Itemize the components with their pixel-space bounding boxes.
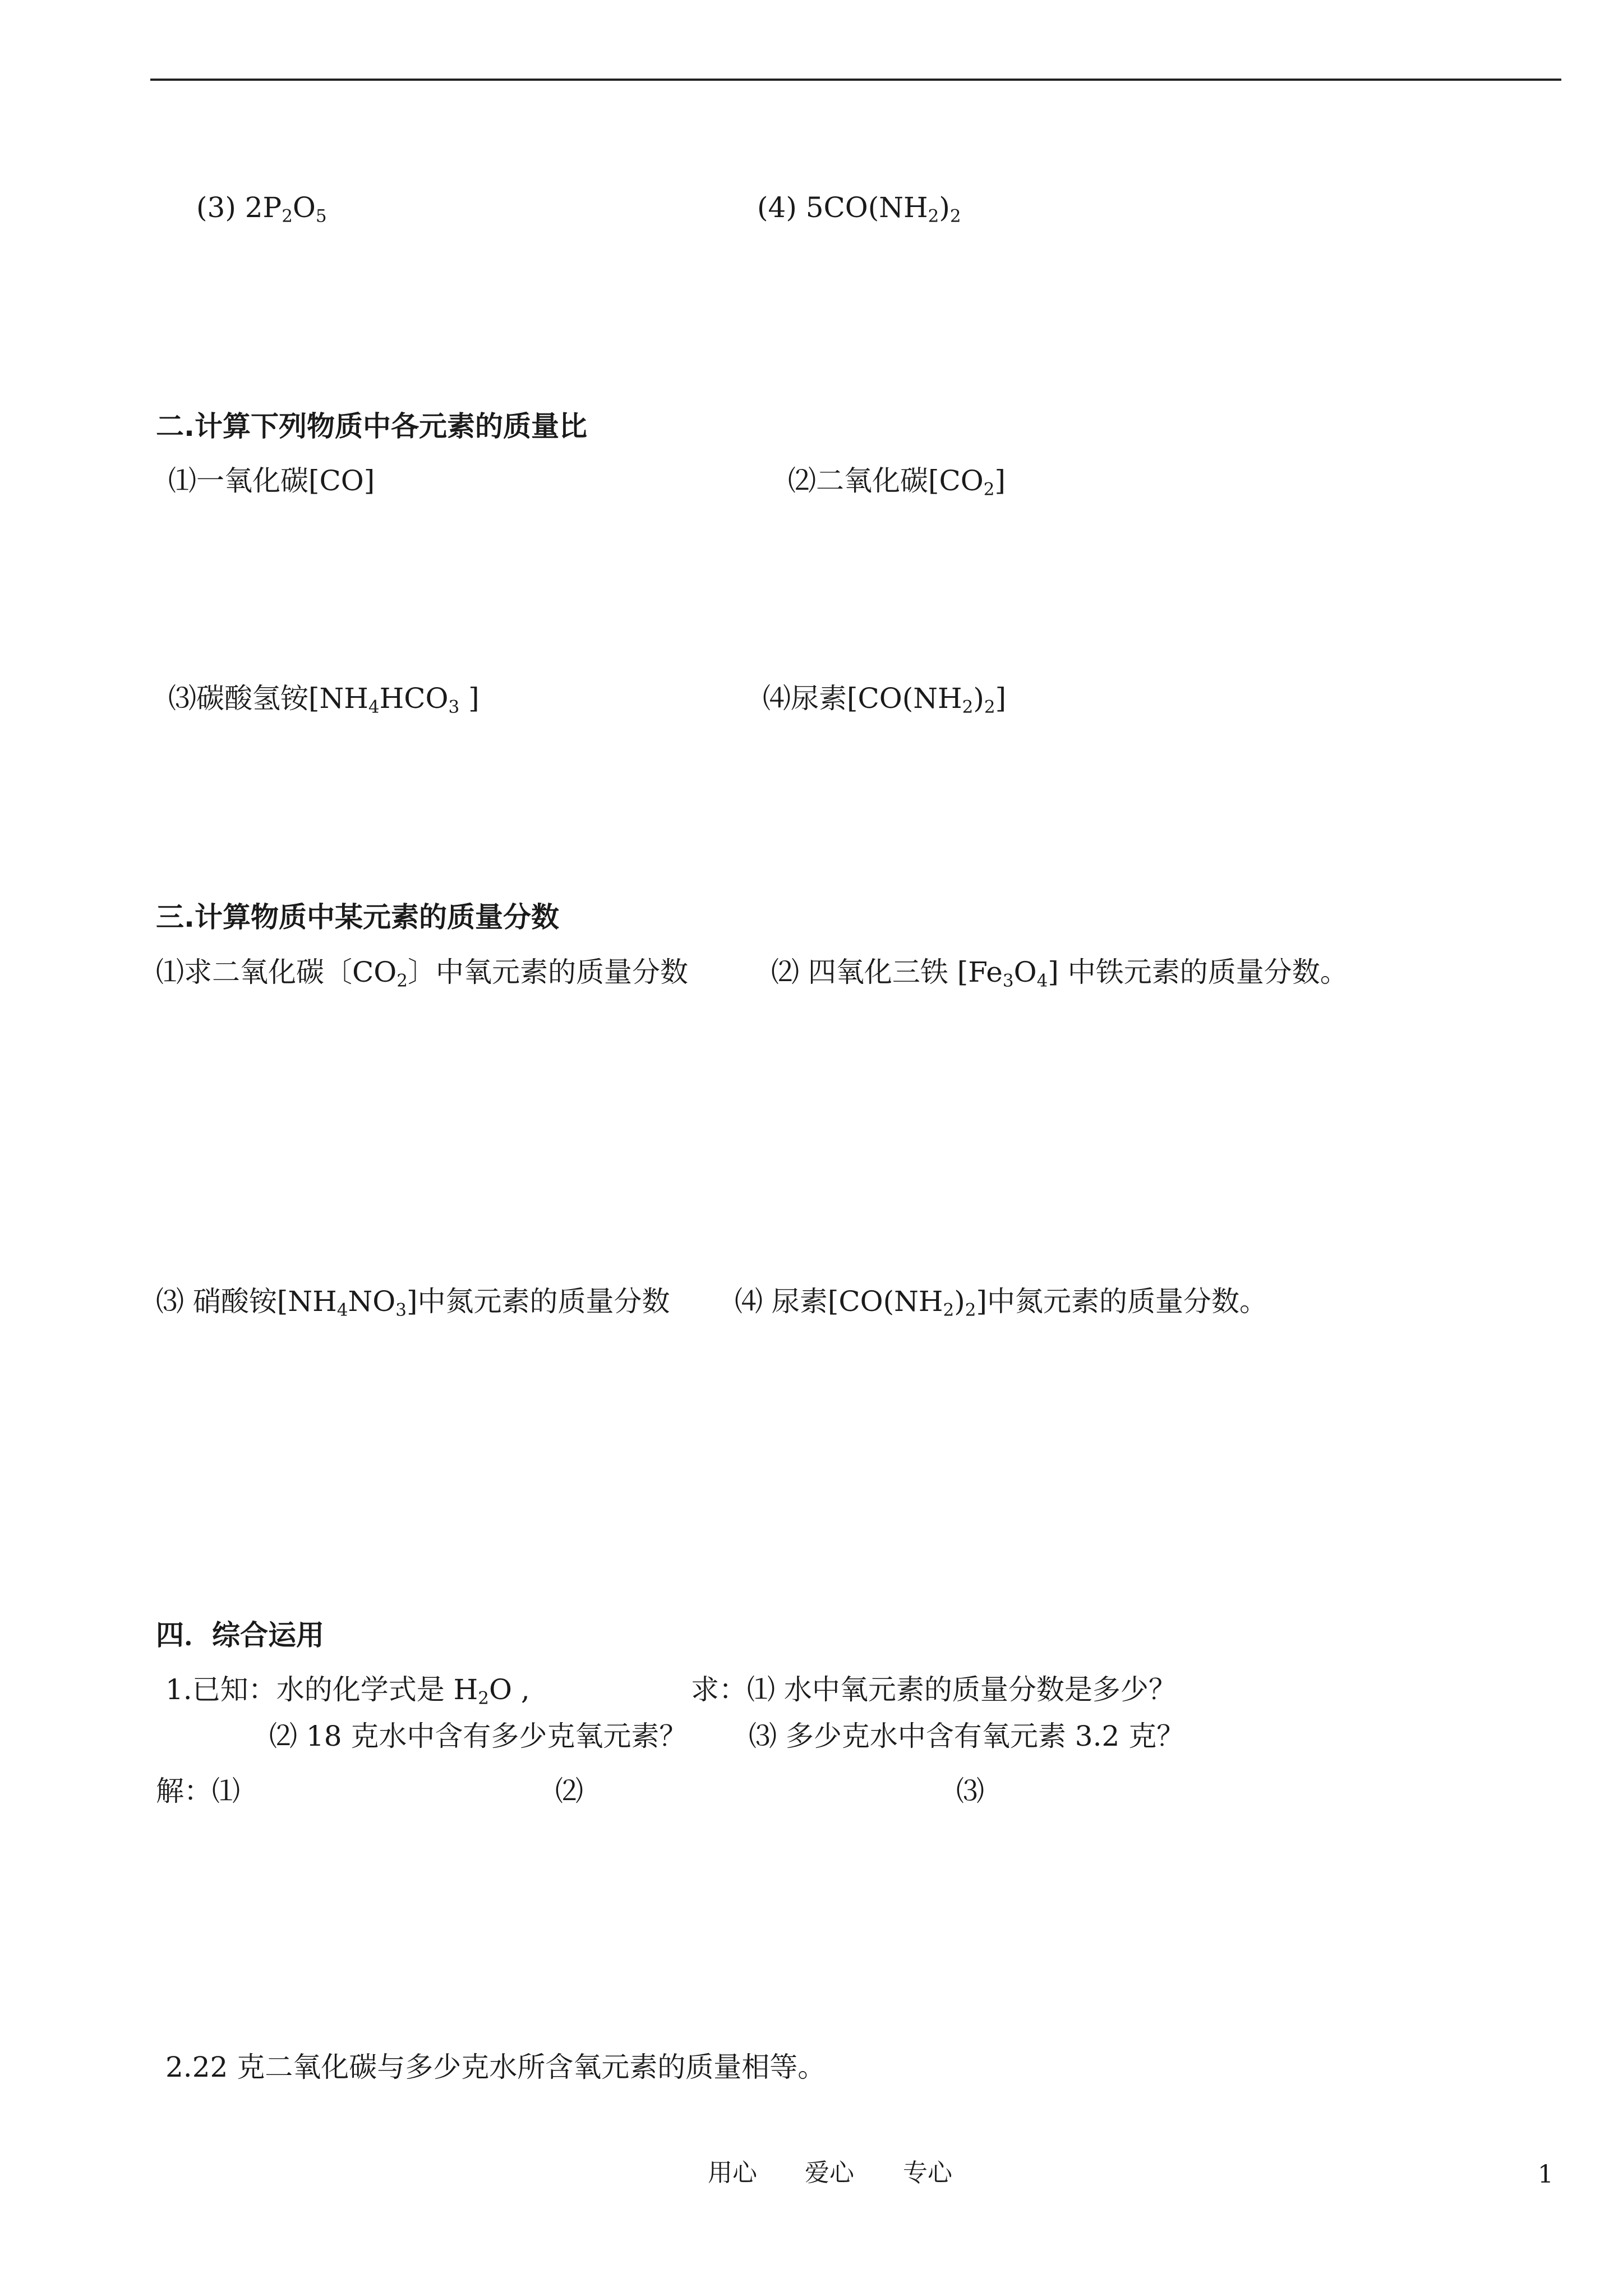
- problem1-known: 1.已知：水的化学式是 $H_2O$ ,: [165, 1673, 530, 1709]
- section3-question-1: ⑴求二氧化碳〔$CO_2$〕中氧元素的质量分数: [156, 956, 688, 991]
- section2-question-1: ⑴一氧化碳[CO]: [168, 464, 375, 497]
- footer-word-2: 爱心: [805, 2159, 854, 2187]
- problem1-ask-1: 求：⑴ 水中氧元素的质量分数是多少？: [691, 1673, 1177, 1706]
- problem1-ask-2: ⑵ 18 克水中含有多少克氧元素？: [269, 1720, 688, 1752]
- solution-label-2: ⑵: [555, 1775, 583, 1807]
- problem2: 2.22 克二氧化碳与多少克水所含氧元素的质量相等。: [165, 2051, 826, 2083]
- footer-word-1: 用心: [708, 2159, 757, 2187]
- top-item-4: (4) $5CO(NH_2)_2$: [757, 191, 961, 227]
- section3-title: 三.计算物质中某元素的质量分数: [156, 901, 559, 933]
- problem1-ask-3: ⑶ 多少克水中含有氧元素 3.2 克？: [749, 1720, 1185, 1752]
- page-number: 1: [1538, 2160, 1553, 2189]
- section2-question-3: ⑶碳酸氢铵[$NH_4HCO_3$ ]: [168, 682, 479, 717]
- solution-label-1: 解：⑴: [156, 1775, 240, 1807]
- section3-question-4: ⑷ 尿素$[CO(NH_2)_2]$中氮元素的质量分数。: [735, 1285, 1268, 1320]
- section3-question-3: ⑶ 硝酸铵$[NH_4NO_3]$中氮元素的质量分数: [156, 1285, 670, 1320]
- solution-label-3: ⑶: [956, 1775, 984, 1807]
- section2-title: 二.计算下列物质中各元素的质量比: [156, 410, 587, 443]
- top-item-3: (3) $2P_2O_5$: [196, 191, 327, 227]
- section4-title: 四．综合运用: [156, 1619, 324, 1651]
- section3-question-2: ⑵ 四氧化三铁 $[Fe_3O_4]$ 中铁元素的质量分数。: [771, 956, 1348, 991]
- section2-question-4: ⑷尿素$[CO(NH_2)_2]$: [763, 682, 1007, 717]
- section2-question-2: ⑵二氧化碳$[CO_2]$: [788, 464, 1006, 500]
- header-rule: [150, 79, 1561, 81]
- footer-word-3: 专心: [903, 2159, 952, 2187]
